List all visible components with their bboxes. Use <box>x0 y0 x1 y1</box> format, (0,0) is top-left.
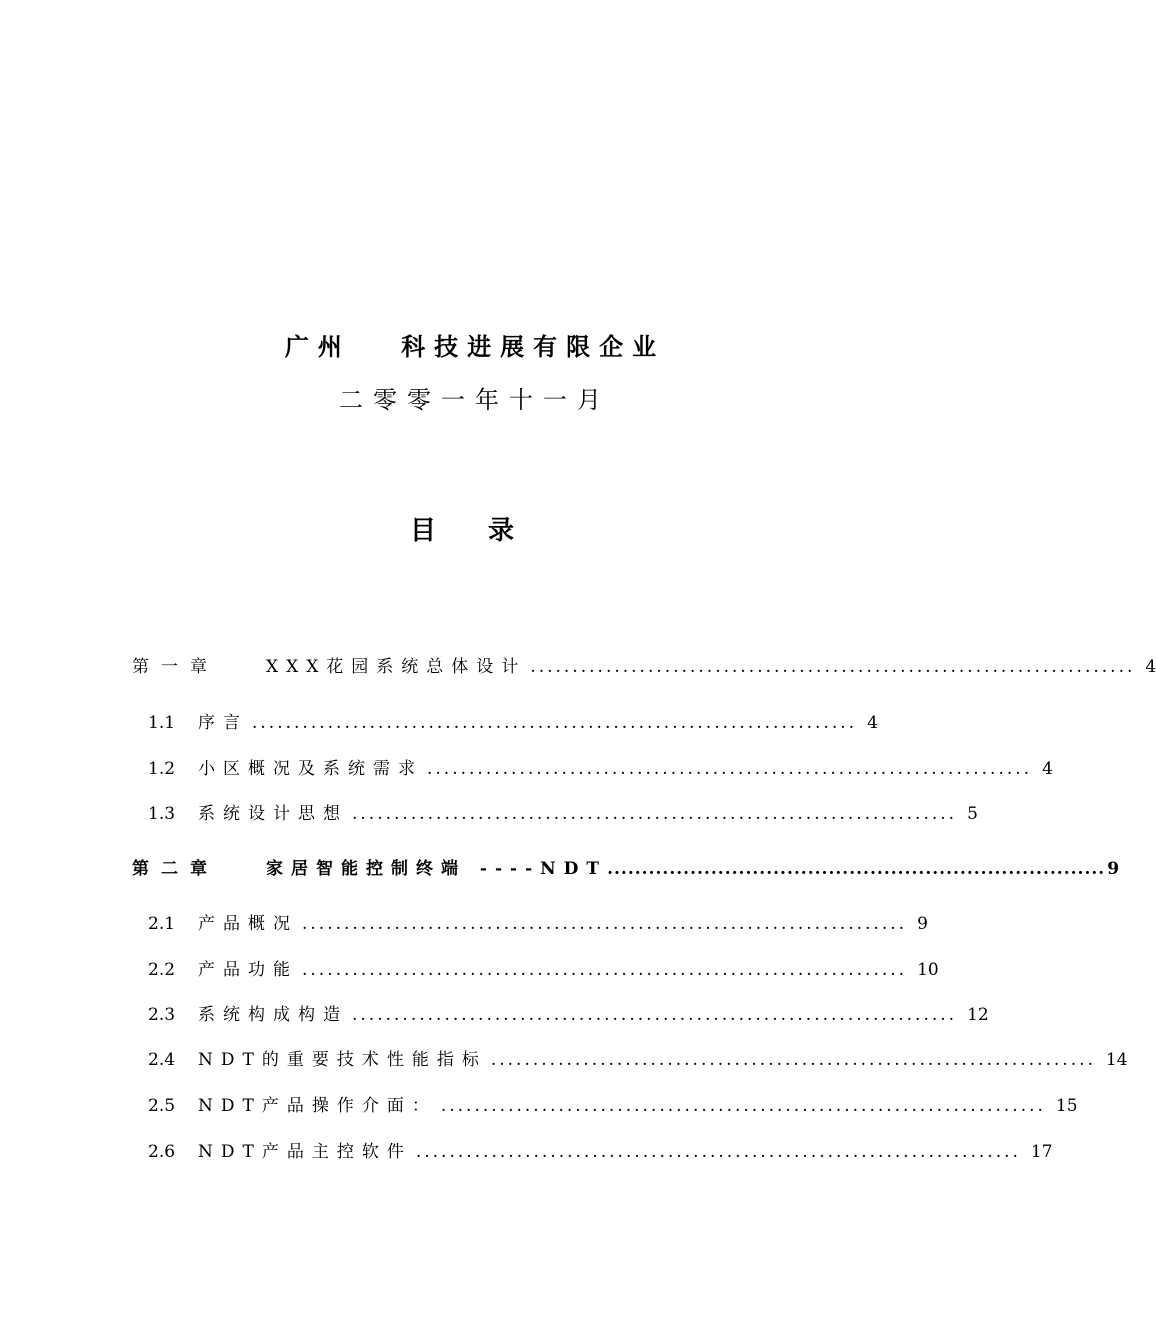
toc-entry-label: 产品概况 <box>198 914 298 934</box>
toc-entry-page: 4 <box>1145 657 1156 677</box>
toc-leader-dots: ........................................................................ <box>530 657 1136 677</box>
toc-entry-number: 1.3 <box>148 804 176 824</box>
toc-entry-number: 2.3 <box>148 1005 176 1025</box>
toc-entry-label: 系统设计思想 <box>198 804 348 824</box>
toc-leader-dots: ........................................................................ <box>415 1142 1021 1162</box>
toc-entry-chapter-2[interactable] <box>132 854 1120 879</box>
toc-entry-2-3[interactable] <box>148 1000 989 1025</box>
company-name: 广州 科技进展有限企业 <box>284 333 666 361</box>
toc-leader-dots: ........................................................................ <box>302 914 908 934</box>
toc-entry-label: 产品功能 <box>198 960 298 980</box>
toc-entry-number: 2.5 <box>148 1096 176 1116</box>
toc-entry-2-5[interactable] <box>148 1091 1078 1116</box>
toc-leader-dots: ........................................................................ <box>352 1005 958 1025</box>
toc-entry-2-2[interactable] <box>148 955 939 980</box>
document-date: 二零零一年十一月 <box>339 386 611 414</box>
toc-entry-label: 家居智能控制终端 ----NDT <box>266 859 608 879</box>
toc-entry-page: 9 <box>1107 859 1120 879</box>
toc-entry-number: 2.6 <box>148 1142 176 1162</box>
toc-entry-page: 12 <box>967 1005 989 1025</box>
toc-entry-label: NDT产品操作介面： <box>198 1096 437 1116</box>
toc-entry-label: NDT的重要技术性能指标 <box>198 1050 487 1070</box>
toc-entry-page: 17 <box>1030 1142 1053 1162</box>
toc-entry-number: 2.4 <box>148 1050 176 1070</box>
toc-entry-number: 1.2 <box>148 759 176 779</box>
toc-entry-page: 9 <box>917 914 928 934</box>
toc-entry-chapter-1[interactable] <box>132 652 1156 677</box>
toc-entry-2-1[interactable] <box>148 909 928 934</box>
toc-entry-page: 4 <box>1042 759 1053 779</box>
toc-entry-number: 2.1 <box>148 914 176 934</box>
toc-entry-label: 序言 <box>198 713 248 733</box>
toc-entry-number: 第二章 <box>132 859 219 879</box>
toc-entry-number: 2.2 <box>148 960 176 980</box>
toc-leader-dots: ........................................................................ <box>352 804 958 824</box>
toc-entry-page: 4 <box>867 713 878 733</box>
toc-entry-label: 小区概况及系统需求 <box>198 759 423 779</box>
toc-entry-2-4[interactable] <box>148 1045 1128 1070</box>
toc-leader-dots: ........................................................................ <box>302 960 908 980</box>
toc-entry-label: XXX花园系统总体设计 <box>266 657 527 677</box>
toc-entry-number: 1.1 <box>148 713 176 733</box>
toc-entry-page: 15 <box>1055 1096 1078 1116</box>
toc-title: 目录 <box>409 516 566 546</box>
toc-entry-page: 14 <box>1105 1050 1128 1070</box>
toc-entry-label: 系统构成构造 <box>198 1005 348 1025</box>
toc-leader-dots: ........................................................................ <box>607 859 1106 879</box>
toc-entry-1-3[interactable] <box>148 799 978 824</box>
toc-leader-dots: ........................................................................ <box>490 1050 1096 1070</box>
toc-leader-dots: ........................................................................ <box>427 759 1033 779</box>
toc-entry-2-6[interactable] <box>148 1137 1053 1162</box>
toc-leader-dots: ........................................................................ <box>252 713 858 733</box>
toc-entry-1-1[interactable] <box>148 708 878 733</box>
toc-entry-page: 10 <box>917 960 939 980</box>
toc-leader-dots: ........................................................................ <box>440 1096 1046 1116</box>
toc-entry-number: 第一章 <box>132 657 219 677</box>
toc-entry-label: NDT产品主控软件 <box>198 1142 412 1162</box>
toc-entry-page: 5 <box>967 804 978 824</box>
toc-entry-1-2[interactable] <box>148 754 1053 779</box>
